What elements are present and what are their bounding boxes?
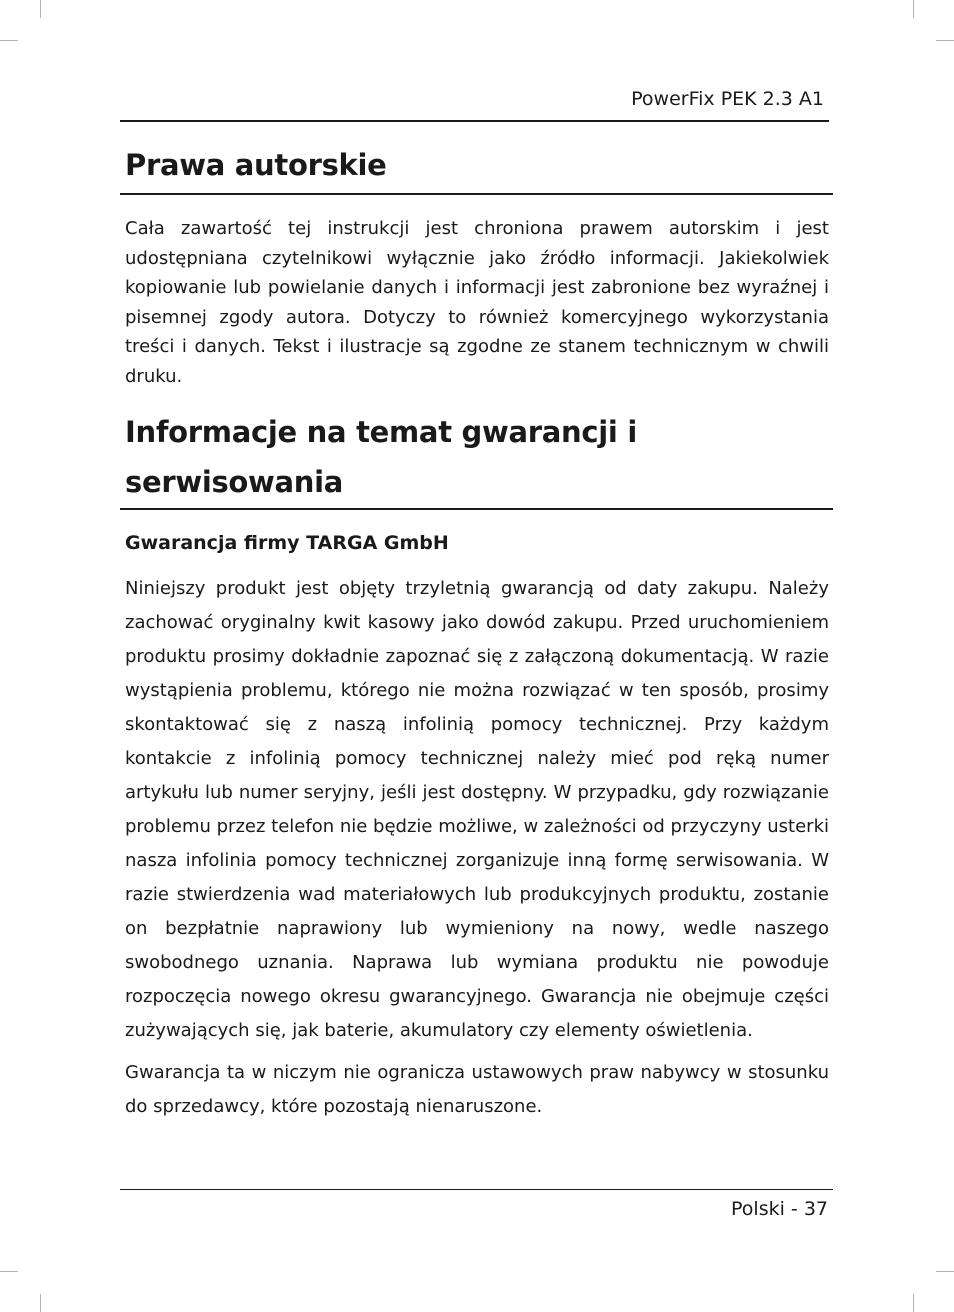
copyright-paragraph: Cała zawartość tej instrukcji jest chroniona prawem autorskim i jest udostępniana czytelnikowi wyłącznie jako źródło informacji. Jakiekolwiek kopiowanie lub powielanie danych i informacji jest zabronione bez wyraźnej i pisemnej zgody autora. Dotyczy to również komercyjnego wykorzystania treści i danych. Tekst i ilustracje są zgodne ze stanem technicznym w chwili druku. <box>125 218 829 387</box>
section-title-warranty: Informacje na temat gwarancji i serwisowania <box>125 415 637 499</box>
page-number: Polski - 37 <box>731 1198 828 1220</box>
crop-mark-top-right <box>913 0 914 18</box>
crop-mark-top-left <box>40 0 41 18</box>
section-rule-warranty <box>120 508 833 510</box>
warranty-subtitle: Gwarancja firmy TARGA GmbH <box>125 532 449 554</box>
crop-mark-right-top <box>936 40 954 41</box>
crop-mark-left-top <box>0 40 18 41</box>
warranty-paragraph-1: Niniejszy produkt jest objęty trzyletnią gwarancją od daty zakupu. Należy zachować oryginalny kwit kasowy jako dowód zakupu. Przed uruchomieniem produktu prosimy dokładnie zapoznać się z załączoną dokumentacją. W razie wystąpienia problemu, którego nie można rozwiązać w ten sposób, prosimy skontaktować się z naszą infolinią pomocy technicznej. Przy każdym kontakcie z infolinią pomocy technicznej należy mieć pod ręką numer artykułu lub numer seryjny, jeśli jest dostępny. W przypadku, gdy rozwiązanie problemu przez telefon nie będzie możliwe, w zależności od przyczyny usterki nasza infolinia pomocy technicznej zorganizuje inną formę serwisowania. W razie stwierdzenia wad materiałowych lub produkcyjnych produktu, zostanie on bezpłatnie naprawiony lub wymieniony na nowy, wedle naszego swobodnego uznania. Naprawa lub wymiana produktu nie powoduje rozpoczęcia nowego okresu gwarancyjnego. Gwarancja nie obejmuje części zużywających się, jak baterie, akumulatory czy elementy oświetlenia. <box>125 578 829 1041</box>
crop-mark-bottom-left <box>40 1294 41 1312</box>
crop-mark-left-bottom <box>0 1271 18 1272</box>
section-rule-copyright <box>120 193 833 195</box>
footer-rule <box>120 1189 833 1190</box>
warranty-paragraph-2: Gwarancja ta w niczym nie ogranicza ustawowych praw nabywcy w stosunku do sprzedawcy, które pozostają nienaruszone. <box>125 1062 829 1117</box>
crop-mark-right-bottom <box>936 1271 954 1272</box>
running-header: PowerFix PEK 2.3 A1 <box>631 88 824 110</box>
crop-mark-bottom-right <box>913 1294 914 1312</box>
section-title-copyright: Prawa autorskie <box>125 148 387 182</box>
header-rule <box>120 120 829 122</box>
